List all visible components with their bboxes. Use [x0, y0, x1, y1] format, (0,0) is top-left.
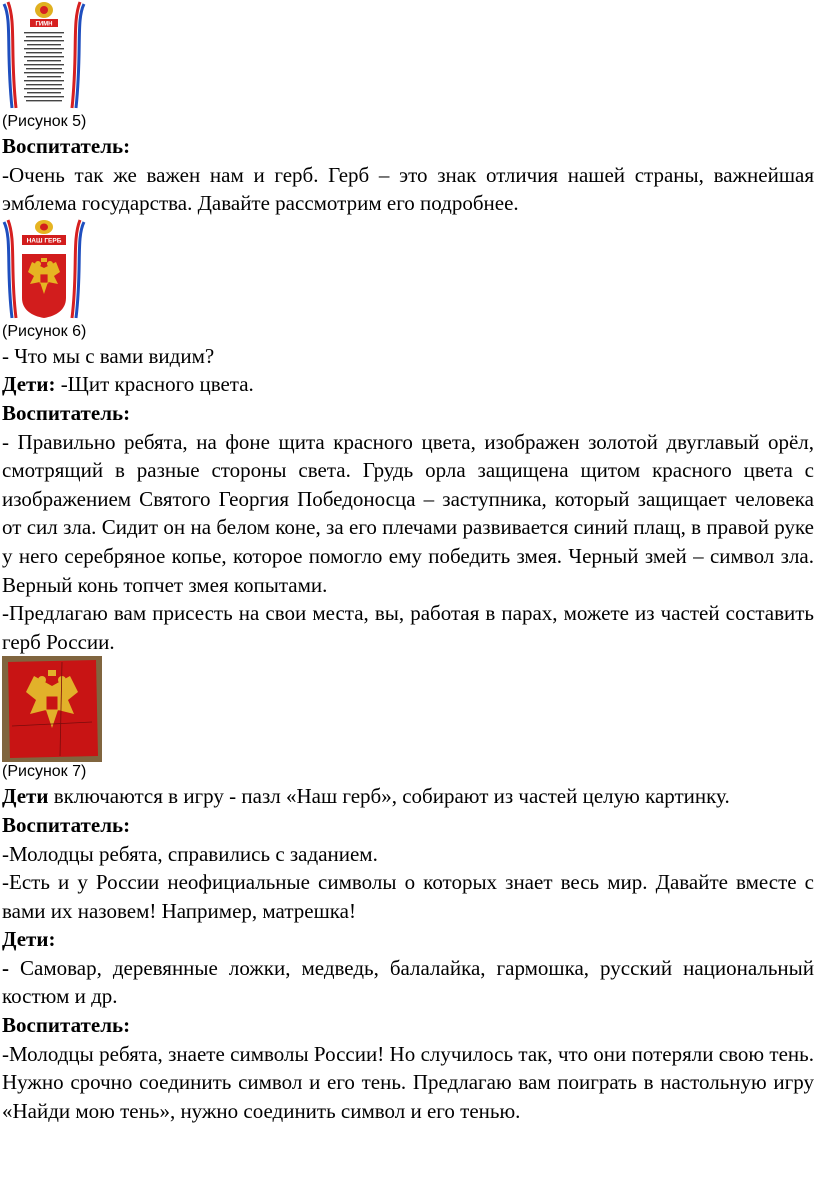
- speaker-label: Воспитатель:: [2, 812, 131, 837]
- paragraph: - Правильно ребята, на фоне щита красного цвета, изображен золотой двуглавый орёл, смотрящий в разные стороны света. Грудь орла защищена щитом красного цвета с изображением Святого Георгия Победоносца – заступника, который защищает человека от сил зла. Сидит он на белом коне, за его плечами развивается синий плащ, в правой руке у него серебряное копье, которое помогло ему победить змея. Черный змей – символ зла. Верный конь топчет змея копытами.: [2, 429, 814, 597]
- paragraph: -Молодцы ребята, знаете символы России! Но случилось так, что они потеряли свою тень. Нужно срочно соединить символ и его тень. Предлагаю вам поиграть в настольную игру «Найди мою тень», нужно соединить символ и его тенью.: [2, 1041, 814, 1123]
- anthem-banner-text: ГИМН: [35, 21, 53, 28]
- paragraph: -Есть и у России неофициальные символы о которых знает весь мир. Давайте вместе с вами их назовем! Например, матрешка!: [2, 870, 814, 923]
- figure-caption-7: (Рисунок 7): [2, 763, 87, 781]
- coat-banner-text: НАШ ГЕРБ: [26, 237, 62, 245]
- paragraph: - Что мы с вами видим?: [2, 343, 215, 368]
- figure-caption-6: (Рисунок 6): [2, 322, 87, 340]
- speaker-label: Воспитатель:: [2, 134, 131, 158]
- dialogue-line: - Самовар, деревянные ложки, медведь, балалайка, гармошка, русский национальный костюм и др.: [2, 955, 814, 1009]
- speaker-label: Воспитатель:: [2, 400, 131, 425]
- dialogue-line: Дети: -Щит красного цвета.: [2, 372, 254, 397]
- figure-caption-5: (Рисунок 5): [2, 113, 87, 130]
- coat-of-arms-poster-image: [2, 218, 86, 322]
- speaker-label: Воспитатель:: [2, 1013, 131, 1038]
- puzzle-photo-image: [2, 656, 102, 762]
- speaker-label: Дети:: [2, 927, 56, 952]
- paragraph: -Молодцы ребята, справились с заданием.: [2, 841, 378, 866]
- anthem-poster-image: [2, 0, 86, 112]
- paragraph: -Очень так же важен нам и герб. Герб – это знак отличия нашей страны, важнейшая эмблема государства. Давайте рассмотрим его подробнее.: [2, 162, 814, 216]
- paragraph: -Предлагаю вам присесть на свои места, вы, работая в парах, можете из частей составить герб России.: [2, 601, 814, 654]
- dialogue-line: Дети включаются в игру - пазл «Наш герб», собирают из частей целую картинку.: [2, 784, 730, 809]
